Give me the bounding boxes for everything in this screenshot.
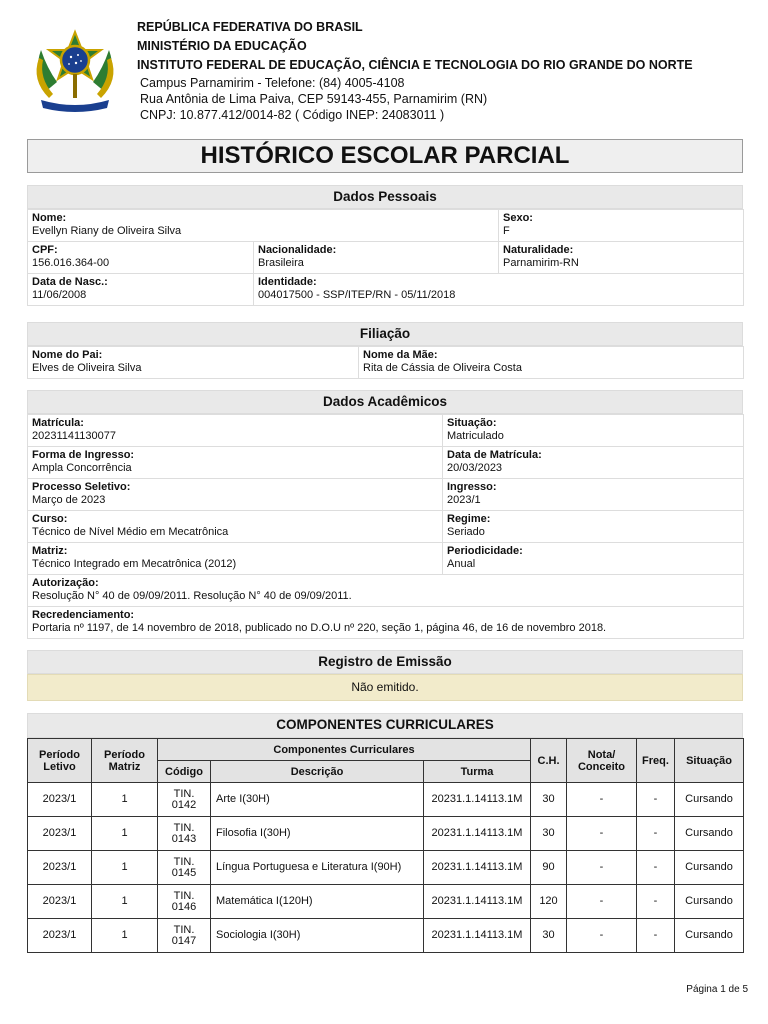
academic-period: 2023/1 (28, 817, 92, 851)
document-header (27, 18, 747, 128)
mother-cell: Nome da Mãe: Rita de Cássia de Oliveira Costa (359, 347, 744, 379)
frequency: - (637, 783, 675, 817)
component-code: TIN. 0147 (158, 919, 211, 953)
grade: - (567, 885, 637, 919)
col-academic-period: Período Letivo (28, 739, 92, 783)
enrollment-date-cell: Data de Matrícula: 20/03/2023 (443, 447, 744, 479)
component-code: TIN. 0142 (158, 783, 211, 817)
status: Cursando (675, 851, 744, 885)
personal-data-table (27, 209, 744, 306)
status: Cursando (675, 919, 744, 953)
regime-cell: Regime: Seriado (443, 511, 744, 543)
col-code: Código (158, 761, 211, 783)
table-row (28, 783, 744, 817)
institute-line: INSTITUTO FEDERAL DE EDUCAÇÃO, CIÊNCIA E TECNOLOGIA DO RIO GRANDE DO NORTE (137, 58, 693, 72)
table-row (28, 919, 744, 953)
sex-cell: Sexo: F (499, 210, 744, 242)
republic-line: REPÚBLICA FEDERATIVA DO BRASIL (137, 20, 363, 34)
course-cell: Curso: Técnico de Nível Médio em Mecatrônica (28, 511, 443, 543)
grade: - (567, 851, 637, 885)
class-code: 20231.1.14113.1M (424, 919, 531, 953)
address-line: Rua Antônia de Lima Paiva, CEP 59143-455, Parnamirim (RN) (140, 92, 488, 106)
status: Cursando (675, 885, 744, 919)
father-cell: Nome do Pai: Elves de Oliveira Silva (28, 347, 359, 379)
workload: 30 (531, 783, 567, 817)
class-code: 20231.1.14113.1M (424, 783, 531, 817)
class-code: 20231.1.14113.1M (424, 885, 531, 919)
status: Cursando (675, 783, 744, 817)
curriculum-period: 1 (92, 851, 158, 885)
frequency: - (637, 817, 675, 851)
frequency: - (637, 885, 675, 919)
curriculum-period: 1 (92, 919, 158, 953)
ministry-line: MINISTÉRIO DA EDUCAÇÃO (137, 39, 307, 53)
curricular-components-table (27, 738, 744, 953)
col-description: Descrição (211, 761, 424, 783)
frequency: - (637, 851, 675, 885)
col-class: Turma (424, 761, 531, 783)
admission-form-cell: Forma de Ingresso: Ampla Concorrência (28, 447, 443, 479)
component-description: Matemática I(120H) (211, 885, 424, 919)
component-code: TIN. 0143 (158, 817, 211, 851)
col-components-group: Componentes Curriculares (158, 739, 531, 761)
component-description: Filosofia I(30H) (211, 817, 424, 851)
page-number: Página 1 de 5 (686, 984, 748, 995)
workload: 120 (531, 885, 567, 919)
component-description: Língua Portuguesa e Literatura I(90H) (211, 851, 424, 885)
table-row (28, 885, 744, 919)
nationality-cell: Nacionalidade: Brasileira (254, 242, 499, 274)
parentage-table (27, 346, 744, 379)
table-row (28, 851, 744, 885)
col-curriculum-period: Período Matriz (92, 739, 158, 783)
personal-data-heading: Dados Pessoais (27, 185, 743, 209)
table-row (28, 817, 744, 851)
cpf-cell: CPF: 156.016.364-00 (28, 242, 254, 274)
academic-period: 2023/1 (28, 919, 92, 953)
col-grade: Nota/ Conceito (567, 739, 637, 783)
component-code: TIN. 0146 (158, 885, 211, 919)
col-frequency: Freq. (637, 739, 675, 783)
curriculum-period: 1 (92, 817, 158, 851)
grade: - (567, 783, 637, 817)
class-code: 20231.1.14113.1M (424, 851, 531, 885)
institution-info (137, 18, 693, 123)
academic-period: 2023/1 (28, 851, 92, 885)
authorization-cell: Autorização: Resolução N° 40 de 09/09/2011. Resolução N° 40 de 09/09/2011. (28, 575, 744, 607)
col-workload: C.H. (531, 739, 567, 783)
component-code: TIN. 0145 (158, 851, 211, 885)
curriculum-cell: Matriz: Técnico Integrado em Mecatrônica (2012) (28, 543, 443, 575)
curricular-components-heading: COMPONENTES CURRICULARES (27, 713, 743, 738)
col-status: Situação (675, 739, 744, 783)
academic-data-table (27, 414, 744, 639)
academic-period: 2023/1 (28, 885, 92, 919)
curriculum-period: 1 (92, 885, 158, 919)
academic-data-heading: Dados Acadêmicos (27, 390, 743, 414)
document-title: HISTÓRICO ESCOLAR PARCIAL (27, 139, 743, 173)
workload: 30 (531, 817, 567, 851)
name-cell: Nome: Evellyn Riany de Oliveira Silva (28, 210, 499, 242)
selection-process-cell: Processo Seletivo: Março de 2023 (28, 479, 443, 511)
birthplace-cell: Naturalidade: Parnamirim-RN (499, 242, 744, 274)
status-cell: Situação: Matriculado (443, 415, 744, 447)
cnpj-line: CNPJ: 10.877.412/0014-82 ( Código INEP: 24083011 ) (140, 108, 445, 122)
brazil-coat-of-arms-icon (27, 28, 123, 116)
component-description: Arte I(30H) (211, 783, 424, 817)
identity-cell: Identidade: 004017500 - SSP/ITEP/RN - 05/11/2018 (254, 274, 744, 306)
academic-period: 2023/1 (28, 783, 92, 817)
component-description: Sociologia I(30H) (211, 919, 424, 953)
campus-line: Campus Parnamirim - Telefone: (84) 4005-4108 (140, 76, 405, 90)
reaccreditation-cell: Recredenciamento: Portaria nº 1197, de 14 novembro de 2018, publicado no D.O.U nº 220, seção 1, página 46, de 16 de novembro 2018. (28, 607, 744, 639)
frequency: - (637, 919, 675, 953)
grade: - (567, 919, 637, 953)
status: Cursando (675, 817, 744, 851)
workload: 90 (531, 851, 567, 885)
issuance-status: Não emitido. (27, 674, 743, 701)
birthdate-cell: Data de Nasc.: 11/06/2008 (28, 274, 254, 306)
enrollment-number-cell: Matrícula: 20231141130077 (28, 415, 443, 447)
class-code: 20231.1.14113.1M (424, 817, 531, 851)
workload: 30 (531, 919, 567, 953)
periodicity-cell: Periodicidade: Anual (443, 543, 744, 575)
curriculum-period: 1 (92, 783, 158, 817)
admission-cell: Ingresso: 2023/1 (443, 479, 744, 511)
grade: - (567, 817, 637, 851)
parentage-heading: Filiação (27, 322, 743, 346)
issuance-record-heading: Registro de Emissão (27, 650, 743, 674)
